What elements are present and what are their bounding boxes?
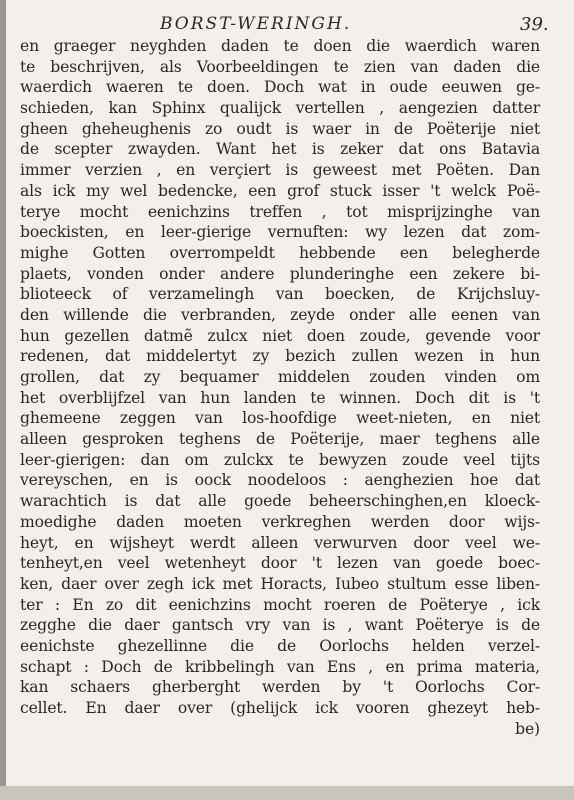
text-line: alleen gesproken teghens de Poëterije, maer teghens alle — [20, 430, 540, 449]
text-line: ter : En zo dit eenichzins mocht roeren de Poëterye , ick — [20, 595, 540, 614]
text-line: kan schaers gherberght werden by 't Oorlochs Cor- — [20, 678, 540, 697]
text-line: leer-gierigen: dan om zulckx te bewyzen zoude veel tijts — [20, 450, 540, 469]
text-line: en graeger neyghden daden te doen die waerdich waren — [20, 37, 540, 55]
text-line: de scepter zwayden. Want het is zeker dat ons Batavia — [20, 140, 540, 159]
text-line: schapt : Doch de kribbelingh van Ens , en prima materia, — [20, 657, 540, 676]
page-gutter-shadow — [0, 0, 6, 800]
text-line: schieden, kan Sphinx qualijck vertellen , aengezien datter — [20, 99, 540, 118]
text-line: immer verzien , en verçiert is geweest met Poëten. Dan — [20, 161, 540, 180]
running-head — [0, 14, 574, 38]
page-number: 39. — [520, 14, 549, 35]
text-line: hun gezellen datmẽ zulcx niet doen zoude, gevende voor — [20, 326, 540, 345]
text-line: waerdich waeren te doen. Doch wat in oude eeuwen ge- — [20, 78, 540, 97]
text-line: grollen, dat zy bequamer middelen zouden vinden om — [20, 368, 540, 386]
text-line: warachtich is dat alle goede beheerschinghen,en kloeck- — [20, 492, 540, 511]
text-line: moedighe daden moeten verkreghen werden door wijs- — [20, 512, 540, 531]
body-text — [20, 36, 540, 739]
text-line: ken, daer over zegh ick met Horacts, Iubeo stultum esse liben- — [20, 574, 540, 593]
running-title: BORST-WERINGH. — [160, 14, 352, 34]
text-line: als ick my wel bedencke, een grof stuck isser 't welck Poë- — [20, 181, 540, 200]
text-line: te beschrijven, als Voorbeeldingen te zien van daden die — [20, 57, 540, 76]
text-line: den willende die verbranden, zeyde onder alle eenen van — [20, 305, 540, 324]
text-line: be) — [515, 719, 540, 738]
text-line: plaets, vonden onder andere plunderinghe een zekere bi- — [20, 264, 540, 283]
text-line: vereyschen, en is oock noodeloos : aenghezien hoe dat — [20, 471, 540, 490]
text-line: zegghe die daer gantsch vry van is , want Poëterye is de — [20, 616, 540, 635]
text-line: eenichste ghezellinne die de Oorlochs helden verzel- — [20, 636, 540, 655]
text-line: tenheyt,en veel wetenheyt door 't lezen van goede boec- — [20, 554, 540, 573]
text-line: ghemeene zeggen van los-hoofdige weet-nieten, en niet — [20, 409, 540, 428]
text-line: terye mocht eenichzins treffen , tot misprijzinghe van — [20, 202, 540, 221]
page-bottom-edge — [0, 786, 574, 800]
text-line: het overblijfzel van hun landen te winnen. Doch dit is 't — [20, 388, 540, 407]
text-line: blioteeck of verzamelingh van boecken, de Krijchsluy- — [20, 285, 540, 304]
text-line: redenen, dat middelertyt zy bezich zullen wezen in hun — [20, 347, 540, 366]
text-line: cellet. En daer over (ghelijck ick vooren ghezeyt heb- — [20, 699, 540, 717]
text-line: mighe Gotten overrompeldt hebbende een belegherde — [20, 243, 540, 262]
text-line: boeckisten, en leer-gierige vernuften: wy lezen dat zom- — [20, 223, 540, 242]
text-line: heyt, en wijsheyt werdt alleen verwurven door veel we- — [20, 533, 540, 552]
text-line: gheen gheheughenis zo oudt is waer in de Poëterije niet — [20, 119, 540, 138]
